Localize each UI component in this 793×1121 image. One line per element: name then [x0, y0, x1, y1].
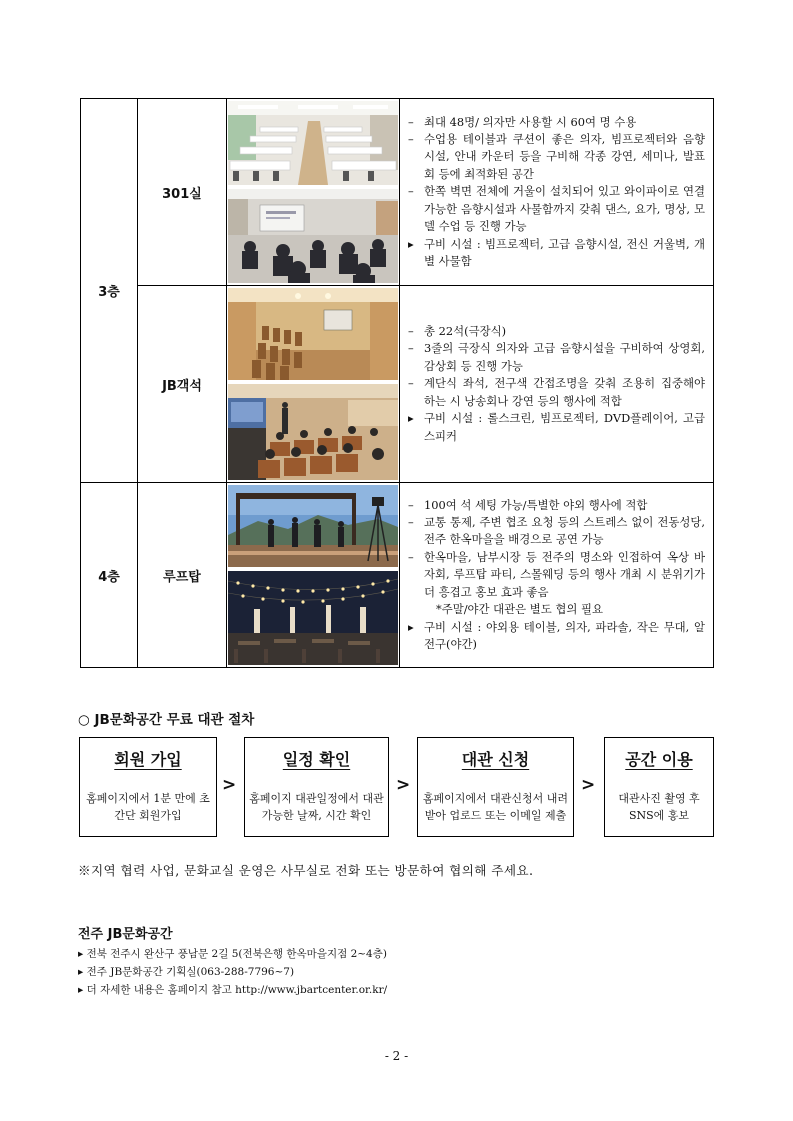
desc-line — [408, 183, 705, 235]
floor-label: 3층 — [98, 285, 120, 300]
desc-text: 최대 48명/ 의자만 사용할 시 60여 명 수용 — [424, 114, 637, 129]
step-title: 공간 이용 — [625, 750, 693, 769]
desc-text: 구비 시설 : 빔프로젝터, 고급 음향시설, 전신 거울벽, 개별 사물함 — [424, 236, 705, 268]
bullet-marker: ▸ — [408, 619, 414, 634]
rooms-table — [80, 98, 714, 668]
page-number: - 2 - — [384, 1049, 409, 1063]
bullet-marker: – — [408, 132, 414, 147]
desc-line — [408, 323, 705, 340]
bullet-marker: ▸ — [408, 411, 414, 426]
step-title: 대관 신청 — [461, 750, 530, 769]
procedure-title: JB문화공간 무료 대관 절차 — [94, 712, 255, 728]
desc-line — [408, 410, 705, 445]
desc-line — [408, 375, 705, 410]
room-description — [400, 483, 714, 668]
desc-text: 교통 통제, 주변 협조 요청 등의 스트레스 없이 전동성당, 전주 한옥마을을 배경으로 공연 가능 — [424, 515, 705, 547]
jb-auditorium-empty-photo — [228, 288, 398, 380]
desc-line — [408, 514, 705, 549]
step-apply-rental — [417, 737, 574, 837]
desc-text: 구비 시설 : 야외용 테이블, 의자, 파라솔, 작은 무대, 알전구(야간) — [424, 619, 705, 651]
room-description — [400, 99, 714, 286]
desc-line — [408, 497, 705, 514]
contact-title: 전주 JB문화공간 — [78, 927, 173, 942]
bullet-marker: – — [408, 341, 414, 356]
notice-text: ※지역 협력 사업, 문화교실 운영은 사무실로 전화 또는 방문하여 협의해 주세요. — [78, 863, 534, 878]
desc-text: 3줄의 극장식 의자와 고급 음향시설을 구비하여 상영회, 감상회 등 진행 가능 — [424, 341, 705, 373]
desc-line — [408, 601, 705, 618]
contact-phone: ▸ 전주 JB문화공간 기획실(063-288-7796~7) — [78, 966, 295, 978]
bullet-marker: – — [408, 376, 414, 391]
desc-text: 한쪽 벽면 전체에 거울이 설치되어 있고 와이파이로 연결 가능한 음향시설과 사물함까지 갖춰 댄스, 요가, 명상, 모델 수업 등 진행 가능 — [424, 184, 705, 234]
desc-line — [408, 619, 705, 654]
step-check-schedule — [244, 737, 389, 837]
step-title: 회원 가입 — [114, 750, 182, 769]
room-name: 루프탑 — [163, 569, 201, 585]
step-desc: 홈페이지 대관일정에서 대관 가능한 날짜, 시간 확인 — [249, 792, 384, 822]
floor-3-cell — [81, 99, 138, 483]
step-sign-up — [79, 737, 217, 837]
room-name-cell — [138, 286, 227, 483]
step-arrow-icon: > — [581, 775, 596, 795]
room-photos — [227, 99, 400, 286]
rooftop-night-lights-photo — [228, 571, 398, 665]
desc-line — [408, 549, 705, 601]
desc-line — [408, 131, 705, 183]
desc-line — [408, 114, 705, 131]
room-name: JB객석 — [162, 378, 202, 394]
step-arrow-icon: > — [222, 775, 237, 795]
room-photos — [227, 286, 400, 483]
bullet-marker: – — [408, 497, 414, 512]
bullet-marker: – — [408, 184, 414, 199]
room-301-lecture-photo — [228, 189, 398, 283]
step-title: 일정 확인 — [282, 750, 351, 769]
step-arrow-icon: > — [396, 775, 411, 795]
desc-text: 계단식 좌석, 전구색 간접조명을 갖춰 조용히 집중해야 하는 시 낭송회나 강연 등의 행사에 적합 — [424, 376, 705, 408]
contact-homepage[interactable]: ▸ 더 자세한 내용은 홈페이지 참고 http://www.jbartcenter.or.kr/ — [78, 984, 388, 996]
desc-text: 한옥마을, 남부시장 등 전주의 명소와 인접하여 옥상 바자회, 루프탑 파티, 스몰웨딩 등의 행사 개최 시 분위기가 더 흥겹고 홍보 효과 좋음 — [424, 549, 705, 599]
bullet-marker — [408, 601, 424, 618]
room-name: 301실 — [162, 186, 202, 202]
step-desc: 대관사진 촬영 후 SNS에 홍보 — [618, 792, 700, 822]
room-name-cell — [138, 99, 227, 286]
desc-line — [408, 340, 705, 375]
step-desc: 홈페이지에서 1분 만에 초간단 회원가입 — [86, 792, 210, 822]
procedure-heading — [78, 708, 254, 728]
contact-address: ▸ 전북 전주시 완산구 풍남문 2길 5(전북은행 한옥마을지점 2~4층) — [78, 948, 387, 960]
desc-note: *주말/야간 대관은 별도 협의 필요 — [436, 602, 604, 617]
circle-bullet-icon: ○ — [78, 712, 90, 728]
room-photos — [227, 483, 400, 668]
desc-line — [408, 236, 705, 271]
jb-auditorium-event-photo — [228, 384, 398, 480]
step-use-space — [604, 737, 714, 837]
room-name-cell — [138, 483, 227, 668]
bullet-marker: – — [408, 114, 414, 129]
desc-text: 100여 석 세팅 가능/특별한 야외 행사에 적합 — [424, 497, 648, 512]
room-301-seminar-photo — [228, 101, 398, 185]
room-description — [400, 286, 714, 483]
desc-text: 수업용 테이블과 쿠션이 좋은 의자, 빔프로젝터와 음향 시설, 안내 카운터 등을 구비해 각종 강연, 세미나, 발표회 등에 최적화된 공간 — [424, 132, 705, 181]
floor-4-cell — [81, 483, 138, 668]
floor-label: 4층 — [98, 569, 120, 585]
step-desc: 홈페이지에서 대관신청서 내려받아 업로드 또는 이메일 제출 — [422, 792, 569, 822]
desc-text: 구비 시설 : 롤스크린, 빔프로젝터, DVD플레이어, 고급 스피커 — [424, 411, 705, 443]
bullet-marker: ▸ — [408, 236, 414, 251]
rooftop-performance-photo — [228, 485, 398, 567]
bullet-marker: – — [408, 549, 414, 564]
bullet-marker: – — [408, 515, 414, 530]
desc-text: 총 22석(극장식) — [424, 324, 507, 339]
bullet-marker: – — [408, 324, 414, 339]
